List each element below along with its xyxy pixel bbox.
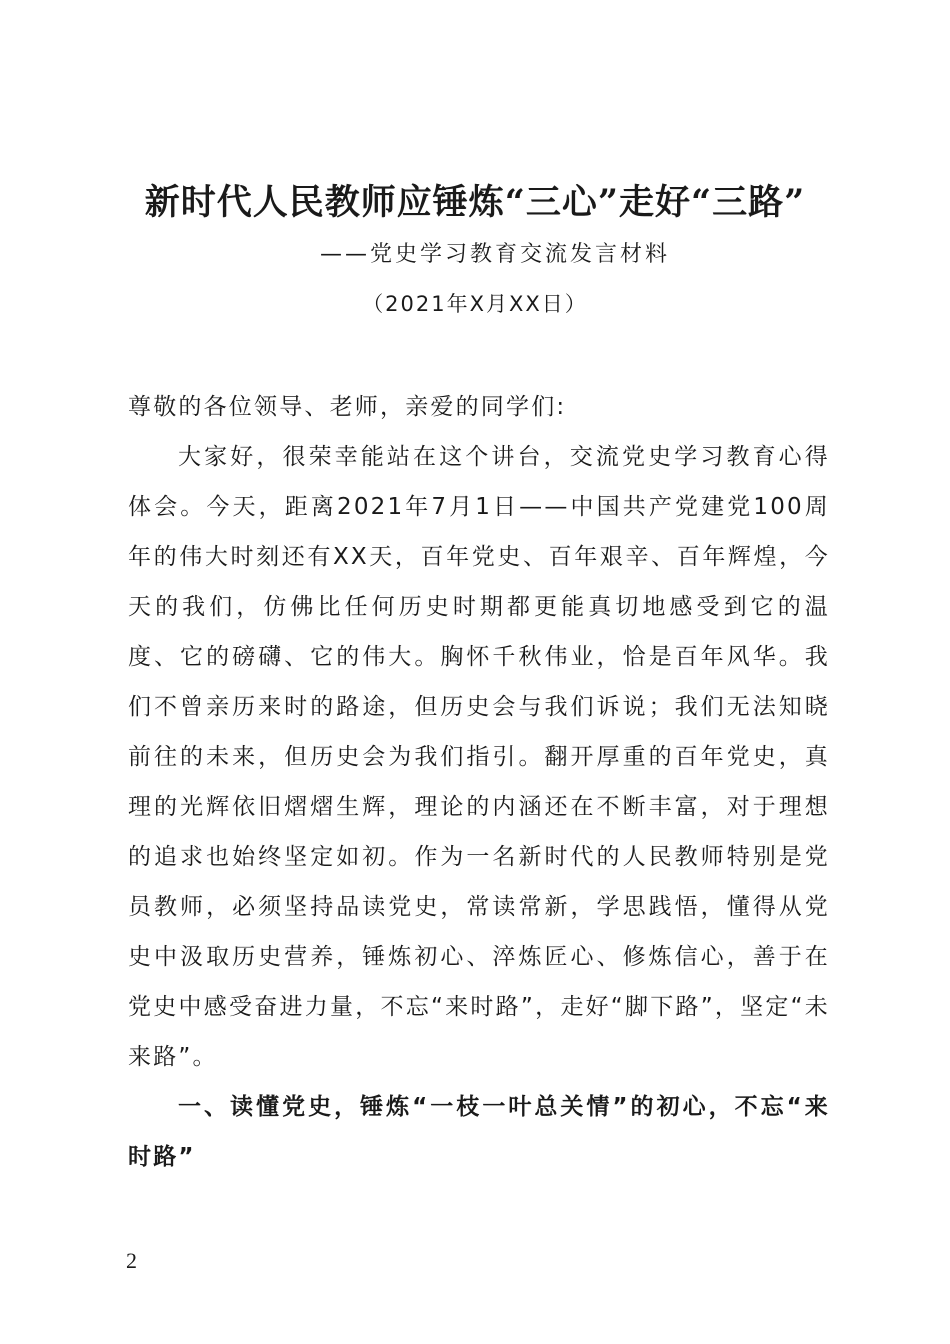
section-heading: 一、读懂党史，锤炼“一枝一叶总关情”的初心，不忘“来时路” — [128, 1094, 830, 1170]
document-subtitle: ——党史学习教育交流发言材料 — [319, 242, 670, 267]
salutation: 尊敬的各位领导、老师，亲爱的同学们: — [128, 394, 567, 420]
document-date: （2021年X月XX日） — [362, 292, 588, 316]
page-number: 2 — [126, 1248, 137, 1273]
body-paragraph: 大家好，很荣幸能站在这个讲台，交流党史学习教育心得体会。今天，距离2021年7月1日——中国共产党建党100周年的伟大时刻还有XX天，百年党史、百年艰辛、百年辉煌，今天的我们，仿佛比任何历史时期都更能真切地感受到它的温度、它的磅礴、它的伟大。胸怀千秋伟业，恰是百年风华。我们不曾亲历来时的路途，但历史会与我们诉说；我们无法知晓前往的未来，但历史会为我们指引。翻开厚重的百年党史，真理的光辉依旧熠熠生辉，理论的内涵还在不断丰富，对于理想的追求也始终坚定如初。作为一名新时代的人民教师特别是党员教师，必须坚持品读党史，常读常新，学思践悟，懂得从党史中汲取历史营养，锤炼初心、淬炼匠心、修炼信心，善于在党史中感受奋进力量，不忘“来时路”，走好“脚下路”，坚定“未来路”。 — [128, 444, 830, 1070]
document-body — [128, 382, 830, 1182]
document-title: 新时代人民教师应锤炼“三心”走好“三路” — [144, 182, 806, 223]
